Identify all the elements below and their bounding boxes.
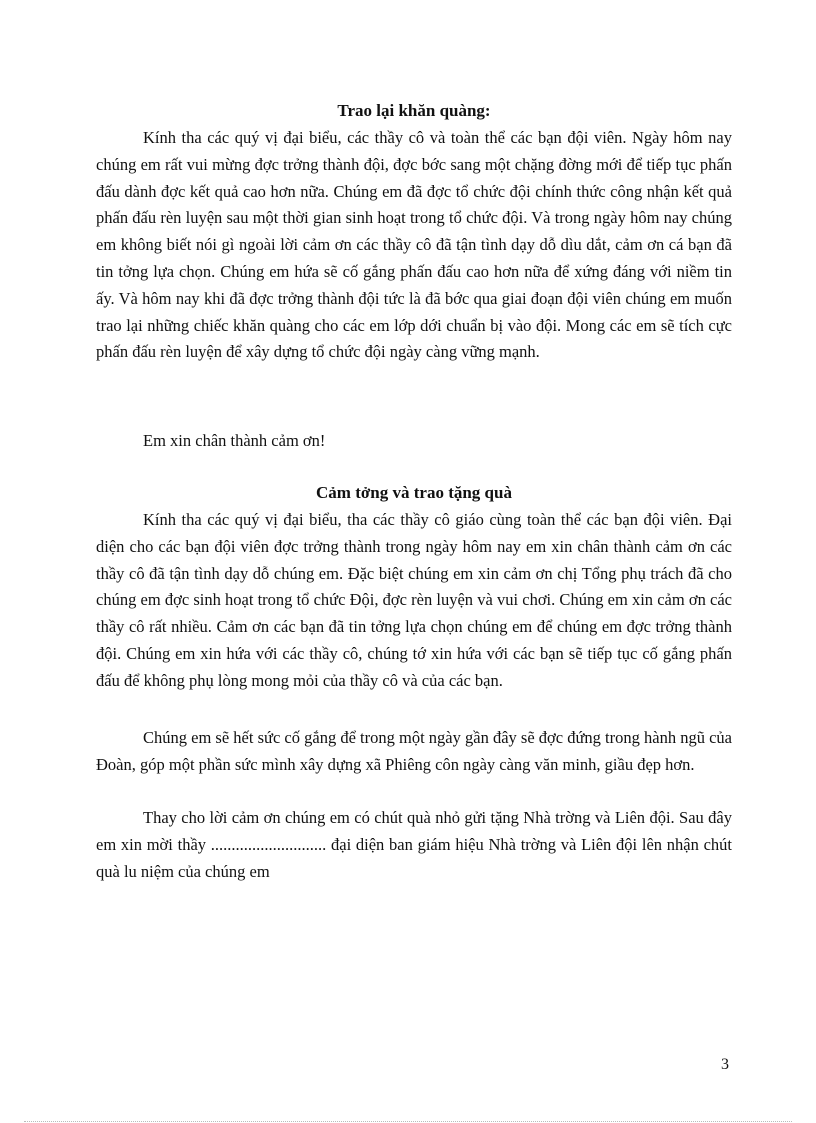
paragraph: Em xin chân thành cảm ơn! <box>143 431 326 450</box>
paragraph: Chúng em sẽ hết sức cố gắng để trong một ngày gần đây sẽ đợc đứng trong hành ngũ của Đoàn, góp một phần sức mình xây dựng xã Phiêng côn ngày càng văn minh, giầu đẹp hơn. <box>96 728 732 774</box>
paragraph: Kính tha các quý vị đại biểu, các thầy cô và toàn thể các bạn đội viên. Ngày hôm nay chúng em rất vui mừng đợc trởng thành đội, đợc bớc sang một chặng đờng mới để tiếp tục phấn đấu dành đợc kết quả cao hơn nữa. Chúng em đã đợc tổ chức đội chính thức công nhận kết quả phấn đấu rèn luyện sau một thời gian sinh hoạt trong tổ chức đội. Và trong ngày hôm nay chúng em không biết nói gì ngoài lời cảm ơn các thầy cô đã tận tình dạy dỗ dìu dắt, cảm ơn cá bạn đã tin tởng lựa chọn. Chúng em hứa sẽ cố gắng phấn đấu cao hơn nữa để xứng đáng với niềm tin ấy. Và hôm nay khi đã đợc trởng thành đội tức là đã bớc qua giai đoạn đội viên chúng em muốn trao lại những chiếc khăn quàng cho các em lớp dới chuẩn bị vào đội. Mong các em sẽ tích cực phấn đấu rèn luyện để xây dựng tổ chức đội ngày càng vững mạnh. <box>96 128 732 362</box>
footer-divider <box>24 1121 792 1122</box>
paragraph: Kính tha các quý vị đại biểu, tha các thầy cô giáo cùng toàn thể các bạn đội viên. Đại diện cho các bạn đội viên đợc trởng thành trong ngày hôm nay em xin chân thành cảm ơn các thầy cô đã tận tình dạy dỗ chúng em. Đặc biệt chúng em xin cảm ơn chị Tổng phụ trách đã cho chúng em đợc sinh hoạt trong tổ chức Đội, đợc rèn luyện và vui chơi. Chúng em xin cảm ơn các thầy cô rất nhiều. Cảm ơn các bạn đã tin tởng lựa chọn chúng em để chúng em đợc trởng thành đội. Chúng em xin hứa với các thầy cô, chúng tớ xin hứa với các bạn sẽ tiếp tục cố gắng phấn đấu để không phụ lòng mong mỏi của thầy cô và của các bạn. <box>96 510 732 690</box>
paragraph: Thay cho lời cảm ơn chúng em có chút quà nhỏ gửi tặng Nhà trờng và Liên đội. Sau đây em xin mời thầy ............................ đại diện ban giám hiệu Nhà trờng và Liên đội lên nhận chút quà lu niệm của chúng em <box>96 808 732 881</box>
page-number: 3 <box>721 1056 729 1073</box>
section-title-cam-tuong-trao-qua: Cảm tởng và trao tặng quà <box>316 483 512 502</box>
section-title-trao-lai-khan-quang: Trao lại khăn quàng: <box>337 101 491 120</box>
